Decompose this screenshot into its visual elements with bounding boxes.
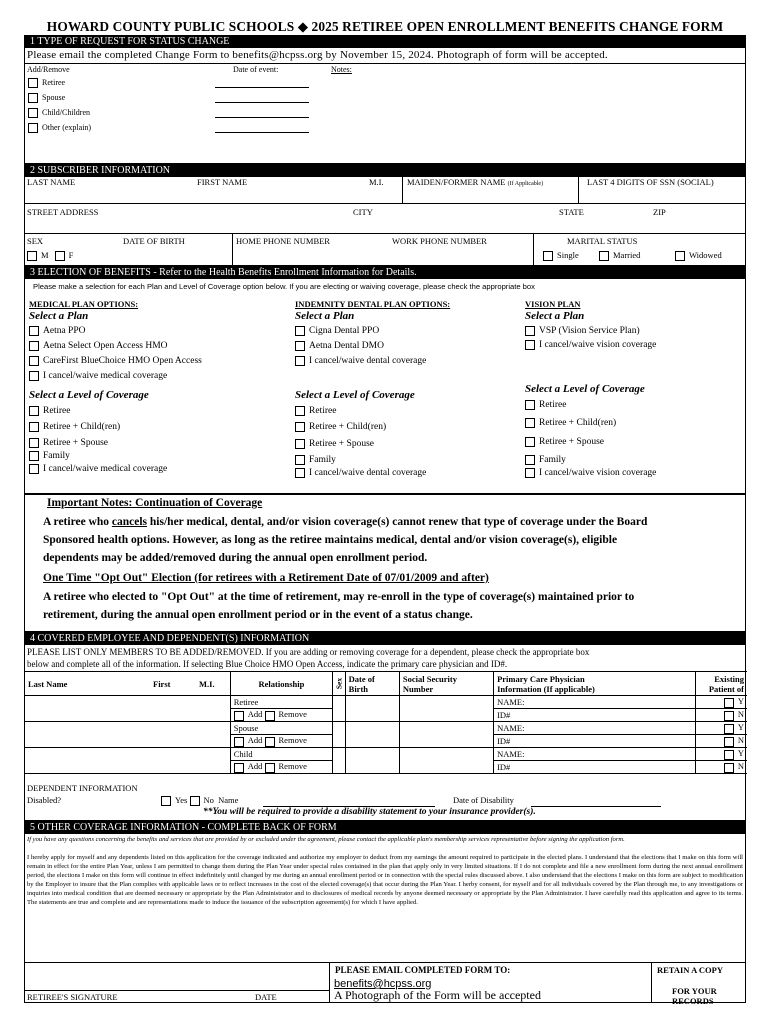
vision-level-family[interactable]: Family	[525, 455, 566, 465]
medical-select-plan: Select a Plan	[29, 310, 89, 322]
dental-plan-aetna[interactable]: Aetna Dental DMO	[295, 341, 384, 351]
email-link[interactable]: benefits@hcpss.org	[334, 978, 432, 990]
dental-select-level: Select a Level of Coverage	[295, 389, 415, 401]
last-name-label: LAST NAME	[27, 177, 76, 187]
section-5-header: 5 OTHER COVERAGE INFORMATION - COMPLETE BACK OF FORM	[24, 821, 746, 834]
medical-level-retiree[interactable]: Retiree	[29, 406, 70, 416]
vision-level-spouse[interactable]: Retiree + Spouse	[525, 437, 604, 447]
event-option-spouse[interactable]	[28, 93, 65, 103]
sex-cell[interactable]	[333, 748, 346, 774]
marital-single-option[interactable]: Single	[543, 250, 579, 261]
form-title: HOWARD COUNTY PUBLIC SCHOOLS ◆ 2025 RETIREE OPEN ENROLLMENT BENEFITS CHANGE FORM	[46, 19, 724, 34]
pcp-id-cell[interactable]: ID#	[494, 761, 696, 774]
legal-text: I hereby apply for myself and any dependents listed on this application for the coverage indicated and authorize my employer to deduct from my earnings the amount required to participate in the elected plans. I understand that the elections that I make on this form will remain in effect for the entire Plan Year, unless I am permitted to change them during the Plan Year under special rules contained in the plan that apply only in very limited situations. If I do not complete and file a new enrollment form during the next annual enrollment period, the elections I make on this form will continue in effect indefinitely until changed by me during an annual enrollment period or in connection with the special rules discussed above. I also understand that the elections I make on this form are subject to modification by the Employer to insure that the Plan complies with applicable laws or to reflect increases in the cost of the elected coverage(s) that occur during the Plan Year. I herby consent, for myself and for all individuals covered by the Plan through me, to any investigations or inquiries into medical condition that are deemed necessary or appropriate by the Plan Administrator and to disclosures of medical records by anyone deemed necessary or appropriate by the Plan Administrator. I have carefully read this application and agree to its terms. The statements are true and complete and are representations made to induce the issuance of the subscription agreement(s) for which I have applied.	[27, 854, 743, 906]
records-label: RECORDS	[672, 996, 714, 1006]
pcp-name-cell[interactable]: NAME:	[494, 722, 696, 735]
section-2-box	[24, 177, 746, 266]
questions-intro: If you have any questions concerning the benefits and services that are provided by or excluded under the agreement, please contact the applicable plan's membership services representative before signing the application form.	[27, 836, 625, 843]
medical-heading: MEDICAL PLAN OPTIONS:	[29, 299, 139, 309]
opt-out-text: A retiree who elected to "Opt Out" at the time of retirement, may re-enroll in the type of coverage(s) maintained prior to retirement, during the annual open enrollment period or in the event of a status change.	[43, 591, 635, 621]
relationship-spouse: Spouse	[230, 722, 332, 735]
existing-y[interactable]: Y	[695, 722, 747, 735]
col-header-relationship: Relationship	[230, 672, 332, 696]
medical-plan-aetna-hmo[interactable]: Aetna Select Open Access HMO	[29, 341, 168, 351]
dental-plan-waive[interactable]: I cancel/waive dental coverage	[295, 356, 426, 366]
ssn-label: LAST 4 DIGITS OF SSN (SOCIAL)	[587, 177, 714, 187]
section-4-header: 4 COVERED EMPLOYEE AND DEPENDENT(S) INFORMATION	[24, 632, 746, 645]
option-label: Spouse	[42, 93, 66, 102]
pcp-name-cell[interactable]: NAME:	[494, 696, 696, 709]
checkbox[interactable]	[543, 251, 553, 261]
checkbox[interactable]	[525, 340, 535, 350]
medical-level-spouse[interactable]: Retiree + Spouse	[29, 438, 108, 448]
section-3-header: 3 ELECTION OF BENEFITS - Refer to the Health Benefits Enrollment Information for Details.	[24, 266, 746, 279]
important-notes-box	[24, 494, 746, 632]
checkbox[interactable]	[295, 356, 305, 366]
dependent-info-label: DEPENDENT INFORMATION	[27, 783, 138, 793]
vision-plan-vsp[interactable]: VSP (Vision Service Plan)	[525, 326, 640, 336]
add-remove-label: Add/Remove	[27, 65, 70, 74]
checkbox[interactable]	[55, 251, 65, 261]
state-label: STATE	[559, 207, 584, 217]
first-name-label: FIRST NAME	[197, 177, 248, 187]
dependent-table	[25, 671, 747, 774]
checkbox[interactable]	[525, 455, 535, 465]
col-header-names: Last Name First M.I.	[25, 672, 230, 696]
checkbox[interactable]	[525, 418, 535, 428]
medical-plan-carefirst[interactable]: CareFirst BlueChoice HMO Open Access	[29, 356, 202, 366]
dental-select-plan: Select a Plan	[295, 310, 355, 322]
checkbox[interactable]	[28, 108, 38, 118]
benefits-change-form	[24, 18, 746, 1006]
dental-level-family[interactable]: Family	[295, 455, 336, 465]
section-1-header: 1 TYPE OF REQUEST FOR STATUS CHANGE	[24, 35, 746, 48]
checkbox[interactable]	[28, 93, 38, 103]
ssn-cell[interactable]	[399, 696, 493, 722]
col-header-existing: Existing Patient of	[695, 672, 747, 696]
checkbox[interactable]	[29, 371, 39, 381]
col-header-ssn: Social Security Number	[399, 672, 493, 696]
spouse-name-cell[interactable]	[25, 722, 230, 748]
checkbox[interactable]	[28, 78, 38, 88]
dental-level-waive[interactable]: I cancel/waive dental coverage	[295, 468, 426, 478]
vision-select-plan: Select a Plan	[525, 310, 585, 322]
checkbox[interactable]	[525, 437, 535, 447]
dob-cell[interactable]	[345, 696, 399, 722]
dob-cell[interactable]	[345, 748, 399, 774]
zip-label: ZIP	[653, 207, 666, 217]
signature-line[interactable]	[25, 990, 329, 991]
date-disability-line[interactable]	[531, 806, 661, 807]
child-name-cell[interactable]	[25, 748, 230, 774]
checkbox[interactable]	[295, 341, 305, 351]
disability-note: **You will be required to provide a disability statement to your insurance provider(s).	[203, 807, 536, 817]
col-header-pcp: Primary Care Physician Information (If applicable)	[494, 672, 696, 696]
medical-select-level: Select a Level of Coverage	[29, 389, 149, 401]
vision-level-children[interactable]: Retiree + Child(ren)	[525, 418, 616, 428]
add-remove-cell[interactable]: Add Remove	[230, 709, 332, 722]
relationship-child: Child	[230, 748, 332, 761]
dental-heading: INDEMNITY DENTAL PLAN OPTIONS:	[295, 299, 451, 309]
marital-widowed-option[interactable]: Widowed	[675, 250, 722, 261]
option-label: Child/Children	[42, 108, 90, 117]
checkbox[interactable]	[295, 422, 305, 432]
pcp-id-cell[interactable]: ID#	[494, 735, 696, 748]
dental-level-spouse[interactable]: Retiree + Spouse	[295, 439, 374, 449]
section-4-box	[24, 645, 746, 821]
event-option-children[interactable]	[28, 108, 90, 118]
dental-level-retiree[interactable]: Retiree	[295, 406, 336, 416]
home-phone-label: HOME PHONE NUMBER	[236, 236, 330, 246]
date-line[interactable]	[215, 117, 309, 118]
vision-plan-waive[interactable]: I cancel/waive vision coverage	[525, 340, 656, 350]
section-3-box	[24, 279, 746, 494]
checkbox[interactable]	[295, 455, 305, 465]
vision-level-waive[interactable]: I cancel/waive vision coverage	[525, 468, 656, 478]
checkbox[interactable]	[295, 326, 305, 336]
vision-heading: VISION PLAN	[525, 299, 581, 309]
continuation-text: A retiree who cancels his/her medical, dental, and/or vision coverage(s) cannot renew that type of coverage under the Board Sponsored health options. However, as long as the retiree maintains medical, dental and/or vision coverage(s), eligible dependents may be added/removed during the annual open enrollment period.	[43, 516, 648, 564]
dob-cell[interactable]	[345, 722, 399, 748]
checkbox[interactable]	[525, 326, 535, 336]
dental-plan-cigna[interactable]: Cigna Dental PPO	[295, 326, 379, 336]
checkbox[interactable]	[29, 438, 39, 448]
email-to-label: PLEASE EMAIL COMPLETED FORM TO:	[335, 965, 511, 975]
dob-label: DATE OF BIRTH	[123, 236, 185, 246]
date-label: DATE	[255, 992, 277, 1002]
pcp-id-cell[interactable]: ID#	[494, 709, 696, 722]
disabled-label: Disabled?	[27, 795, 61, 805]
notes-label: Notes:	[331, 65, 352, 74]
checkbox[interactable]	[295, 406, 305, 416]
section-2-header: 2 SUBSCRIBER INFORMATION	[24, 164, 746, 177]
maiden-name-label: MAIDEN/FORMER NAME (If Applicable)	[407, 177, 544, 187]
medical-level-family[interactable]: Family	[29, 451, 70, 461]
date-line[interactable]	[215, 87, 309, 88]
section-5-box	[24, 834, 746, 1006]
relationship-retiree: Retiree	[230, 696, 332, 709]
event-option-other[interactable]	[28, 123, 91, 133]
add-remove-cell[interactable]: Add Remove	[230, 761, 332, 774]
vision-level-retiree[interactable]: Retiree	[525, 400, 566, 410]
existing-y[interactable]: Y	[695, 696, 747, 709]
retain-copy-label: RETAIN A COPY	[657, 965, 723, 975]
for-your-label: FOR YOUR	[672, 986, 717, 996]
medical-level-waive[interactable]: I cancel/waive medical coverage	[29, 464, 167, 474]
medical-level-children[interactable]: Retiree + Child(ren)	[29, 422, 120, 432]
checkbox[interactable]	[29, 464, 39, 474]
checkbox[interactable]	[29, 422, 39, 432]
signature-label: RETIREE'S SIGNATURE	[27, 992, 118, 1002]
pcp-name-cell[interactable]: NAME:	[494, 748, 696, 761]
work-phone-label: WORK PHONE NUMBER	[392, 236, 487, 246]
medical-plan-aetna-ppo[interactable]: Aetna PPO	[29, 326, 86, 336]
disabled-yes-no[interactable]: Yes No Name	[161, 795, 238, 806]
checkbox[interactable]	[28, 123, 38, 133]
checkbox[interactable]	[675, 251, 685, 261]
email-notice: Please email the completed Change Form to benefits@hcpss.org by November 15, 2024. Photograph of form will be accepted.	[27, 49, 608, 61]
sex-m-option[interactable]: M F	[27, 250, 73, 261]
street-address-label: STREET ADDRESS	[27, 207, 99, 217]
retiree-name-cell[interactable]	[25, 696, 230, 722]
date-disability-label: Date of Disability	[453, 795, 514, 805]
ssn-cell[interactable]	[399, 748, 493, 774]
existing-n[interactable]: N	[695, 709, 747, 722]
option-label: Other (explain)	[42, 123, 92, 132]
event-option-retiree[interactable]	[28, 78, 65, 88]
section-1-box	[24, 48, 746, 164]
ssn-cell[interactable]	[399, 722, 493, 748]
existing-y[interactable]: Y	[695, 748, 747, 761]
existing-n[interactable]: N	[695, 761, 747, 774]
vision-select-level: Select a Level of Coverage	[525, 383, 645, 395]
mi-label: M.I.	[369, 177, 384, 187]
date-of-event-label: Date of event:	[233, 65, 279, 74]
sex-label: SEX	[27, 236, 44, 246]
date-line[interactable]	[215, 132, 309, 133]
dental-level-children[interactable]: Retiree + Child(ren)	[295, 422, 386, 432]
city-label: CITY	[353, 207, 373, 217]
checkbox[interactable]	[295, 468, 305, 478]
marital-married-option[interactable]: Married	[599, 250, 640, 261]
add-remove-cell[interactable]: Add Remove	[230, 735, 332, 748]
checkbox[interactable]	[29, 451, 39, 461]
checkbox[interactable]	[295, 439, 305, 449]
sex-cell[interactable]	[333, 722, 346, 748]
marital-status-label: MARITAL STATUS	[567, 236, 638, 246]
photo-accepted-text: A Photograph of the Form will be accepted	[334, 988, 541, 1002]
checkbox[interactable]	[29, 326, 39, 336]
date-line[interactable]	[215, 102, 309, 103]
checkbox[interactable]	[525, 400, 535, 410]
checkbox[interactable]	[525, 468, 535, 478]
checkbox[interactable]	[27, 251, 37, 261]
opt-out-heading: One Time "Opt Out" Election (for retirees with a Retirement Date of 07/01/2009 and after)	[43, 572, 489, 584]
election-instruction: Please make a selection for each Plan and Level of Coverage option below. If you are electing or waiving coverage, please check the appropriate box	[33, 282, 535, 291]
existing-n[interactable]: N	[695, 735, 747, 748]
checkbox[interactable]	[29, 341, 39, 351]
col-header-sex: Sex	[333, 672, 346, 696]
checkbox[interactable]	[29, 356, 39, 366]
continuation-heading: Important Notes: Continuation of Coverage	[47, 497, 263, 509]
col-header-dob: Date of Birth	[345, 672, 399, 696]
checkbox[interactable]	[29, 406, 39, 416]
checkbox[interactable]	[599, 251, 609, 261]
option-label: Retiree	[42, 78, 66, 87]
medical-plan-waive[interactable]: I cancel/waive medical coverage	[29, 371, 167, 381]
dependent-instructions: PLEASE LIST ONLY MEMBERS TO BE ADDED/REMOVED. If you are adding or removing coverage for a dependent, please check the appropriate box below and complete all of the information. If selecting Blue Choice HMO Open Access, indicate the primary care physician and ID#.	[27, 647, 590, 669]
sex-cell[interactable]	[333, 696, 346, 722]
